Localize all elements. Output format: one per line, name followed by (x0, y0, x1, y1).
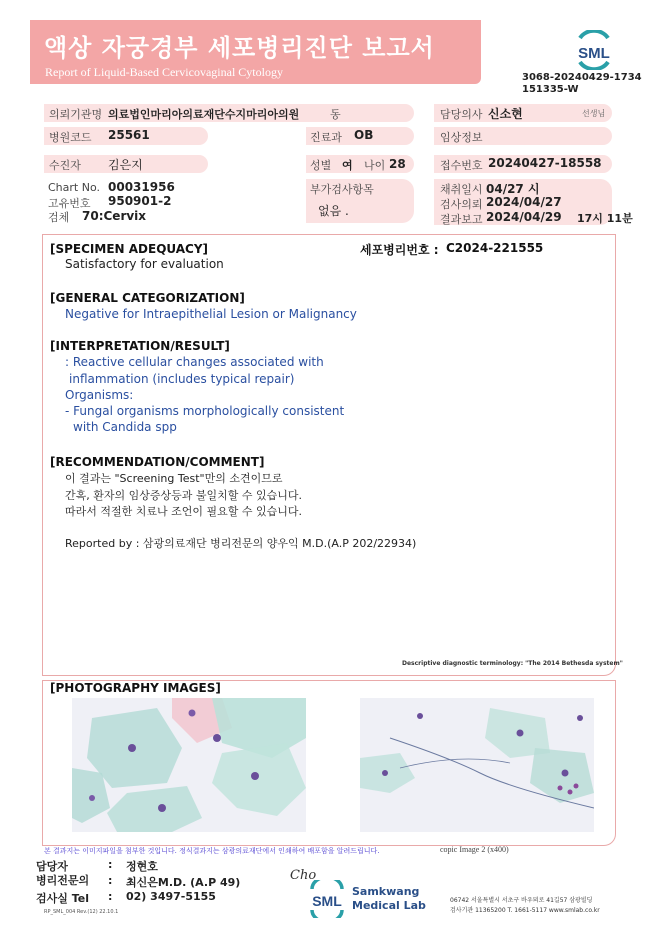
lab-tel-value: 02) 3497-5155 (126, 890, 216, 903)
staff-value: 정현호 (126, 860, 158, 873)
doctor-label: 담당의사 (440, 108, 483, 121)
adequacy-text: Satisfactory for evaluation (65, 257, 224, 271)
lab-tel-label: 검사실 Tel (36, 892, 89, 905)
interpretation-line: with Candida spp (73, 420, 177, 434)
result-label: 결과보고 (440, 213, 483, 226)
doctor-suffix: 선생님 (582, 109, 606, 118)
microscopic-image-1 (72, 698, 306, 832)
recommendation-line: 간혹, 환자의 임상증상등과 불일치할 수 있습니다. (65, 489, 302, 502)
doctor-value: 신소현 (488, 107, 523, 121)
result-value: 2024/04/29 (486, 210, 562, 224)
recommendation-heading: [RECOMMENDATION/COMMENT] (50, 455, 265, 469)
general-text: Negative for Intraepithelial Lesion or Malignancy (65, 307, 357, 321)
age-label: 나이 (364, 159, 386, 172)
interpretation-line: - Fungal organisms morphologically consistent (65, 404, 345, 418)
barcode-number-1: 3068-20240429-1734 (522, 72, 642, 83)
colon: : (108, 858, 113, 871)
patient-value: 김은지 (108, 158, 143, 172)
sml-logo-text: SML (578, 45, 610, 62)
cytology-number-label: 세포병리번호 : (360, 243, 439, 257)
address-line-2: 검사기관 11365200 T. 1661-5117 www.smlab.co.kr (450, 907, 600, 914)
form-code: RP_SML_004 Rev.(12) 22.10.1 (44, 909, 119, 915)
extra-tests-label: 부가검사항목 (310, 183, 374, 196)
dept-value: OB (354, 128, 374, 142)
photography-heading: [PHOTOGRAPHY IMAGES] (50, 681, 221, 695)
pathologist-value: 최신은M.D. (A.P 49) (126, 876, 241, 889)
receipt-value: 20240427-18558 (488, 156, 602, 170)
hospital-code-value: 25561 (108, 128, 150, 142)
terminology-footnote: Descriptive diagnostic terminology: "The 2014 Bethesda system" (402, 660, 623, 667)
receipt-label: 접수번호 (440, 159, 483, 172)
request-value: 2024/04/27 (486, 195, 562, 209)
result-time: 17시 11분 (577, 212, 633, 225)
svg-text:SML: SML (312, 893, 342, 909)
interpretation-line: Organisms: (65, 388, 134, 402)
report-title: 액상 자궁경부 세포병리진단 보고서 (44, 34, 435, 62)
sex-value: 여 (342, 159, 353, 172)
colon: : (108, 890, 113, 903)
sml-logo-icon (572, 30, 616, 70)
hospital-label: 의뢰기관명 (49, 108, 103, 121)
collect-label: 채취일시 (440, 183, 483, 196)
hospital-value: 의료법인마리아의료재단수지마리아의원 (108, 108, 300, 121)
interpretation-line: : Reactive cellular changes associated with (65, 355, 324, 369)
recommendation-line: 이 결과는 "Screening Test"만의 소견이므로 (65, 472, 283, 485)
ward-label: 동 (330, 108, 341, 121)
reported-by: Reported by : 삼광의료재단 병리전문의 양우익 M.D.(A.P 202/22934) (65, 537, 417, 550)
collect-value: 04/27 시 (486, 182, 540, 196)
notice-text: 본 결과지는 이미지파일을 첨부한 것입니다. 정식결과지는 삼광의료재단에서 인쇄하여 배포함을 알려드립니다. (44, 847, 380, 855)
pathologist-label: 병리전문의 (36, 874, 90, 887)
colon: : (108, 874, 113, 887)
cytology-number-value: C2024-221555 (446, 241, 544, 255)
specimen-value: 70:Cervix (82, 209, 147, 223)
samkwang-logo-icon (306, 880, 348, 918)
request-label: 검사의뢰 (440, 198, 483, 211)
unique-value: 950901-2 (108, 194, 172, 208)
interpretation-heading: [INTERPRETATION/RESULT] (50, 339, 230, 353)
hospital-code-label: 병원코드 (49, 131, 92, 144)
specimen-label: 검체 (48, 211, 70, 224)
unique-label: 고유번호 (48, 197, 91, 210)
barcode-number-2: 151335-W (522, 84, 579, 95)
report-subtitle: Report of Liquid-Based Cervicovaginal Cytology (45, 65, 283, 79)
interpretation-line: inflammation (includes typical repair) (69, 372, 295, 386)
chart-value: 00031956 (108, 180, 175, 194)
brand-line-1: Samkwang (352, 885, 420, 898)
recommendation-line: 따라서 적절한 치료나 조언이 필요할 수 있습니다. (65, 505, 302, 518)
signature: Cho (290, 868, 317, 883)
sex-label: 성별 (310, 159, 332, 172)
extra-tests-value: 없음 . (318, 204, 349, 218)
microscopic-image-2 (360, 698, 594, 832)
chart-label: Chart No. (48, 181, 100, 194)
general-heading: [GENERAL CATEGORIZATION] (50, 291, 245, 305)
dept-label: 진료과 (310, 131, 342, 144)
adequacy-heading: [SPECIMEN ADEQUACY] (50, 242, 209, 256)
staff-label: 담당자 (36, 860, 68, 873)
address-line-1: 06742 서울특별시 서초구 바우뫼로 41길57 삼광빌딩 (450, 897, 593, 904)
brand-line-2: Medical Lab (352, 899, 426, 912)
image-2-caption: copic Image 2 (x400) (440, 845, 509, 854)
clinical-label: 임상정보 (440, 131, 483, 144)
patient-label: 수진자 (49, 159, 81, 172)
age-value: 28 (389, 157, 406, 171)
